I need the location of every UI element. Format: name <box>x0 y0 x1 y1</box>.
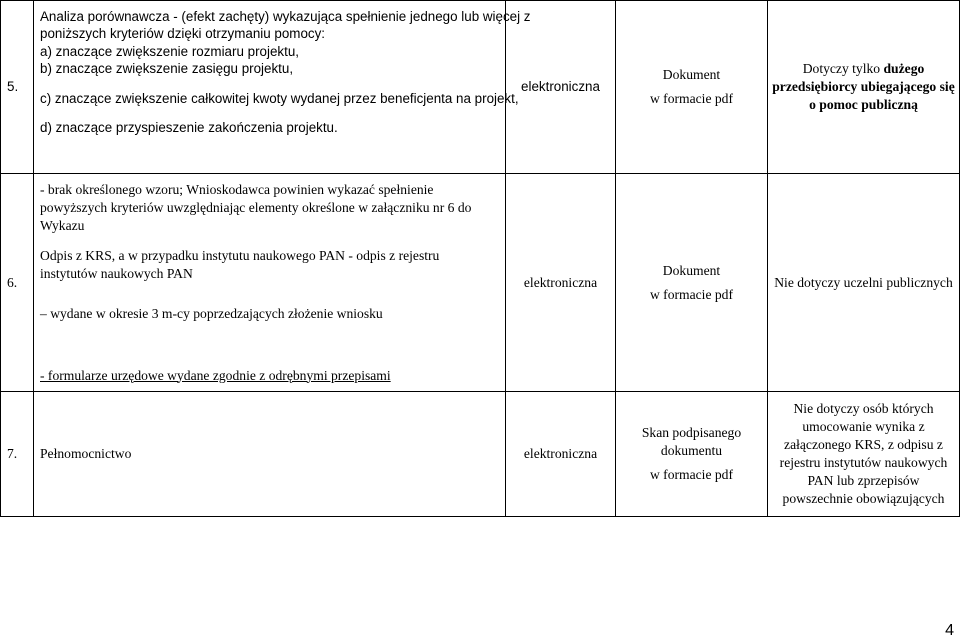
row-number: 5. <box>1 1 34 174</box>
description-line: powyższych kryteriów uwzględniając elementy określone w załączniku nr 6 do <box>40 199 472 215</box>
description-line: c) znaczące zwiększenie całkowitej kwoty wydanej przez beneficjenta na projekt, <box>40 90 519 106</box>
row-document-type: Dokument w formacie pdf <box>616 1 768 174</box>
row-applies-to: Dotyczy tylko dużego przedsiębiorcy ubiegającego się o pomoc publiczną <box>768 1 960 174</box>
row-applies-to: Nie dotyczy uczelni publicznych <box>768 174 960 392</box>
description-line: poniższych kryteriów dzięki otrzymaniu pomocy: <box>40 26 326 41</box>
page-number: 4 <box>945 622 954 639</box>
row-description <box>34 1 531 174</box>
row-applies-to: Nie dotyczy osób których umocowanie wynika z załączonego KRS, z odpisu z rejestru instytutów naukowych PAN lub zprzepisów powszechnie obowiązujących <box>768 392 960 517</box>
row-description <box>34 174 506 392</box>
description-line: Odpis z KRS, a w przypadku instytutu naukowego PAN - odpis z rejestru <box>40 247 440 263</box>
row-form: elektroniczna <box>506 174 616 392</box>
description-line: a) znaczące zwiększenie rozmiaru projektu, <box>40 43 299 59</box>
description-line: d) znaczące przyspieszenie zakończenia projektu. <box>40 120 338 135</box>
row-description: Pełnomocnictwo <box>34 392 506 517</box>
table-row <box>1 392 960 517</box>
description-line: b) znaczące zwiększenie zasięgu projektu, <box>40 61 294 76</box>
row-form: elektroniczna <box>506 392 616 517</box>
description-line: instytutów naukowych PAN <box>40 265 193 281</box>
table-row <box>1 174 960 392</box>
row-document-type: Dokument w formacie pdf <box>616 174 768 392</box>
description-line: Wykazu <box>40 217 85 233</box>
description-line: Analiza porównawcza - (efekt zachęty) wykazująca spełnienie jednego lub więcej z <box>40 8 531 24</box>
table-row <box>1 1 960 174</box>
emphasis-word: dużego <box>883 61 925 76</box>
row-form: elektroniczna <box>506 1 616 174</box>
row-number: 6. <box>1 174 34 392</box>
description-line: - formularze urzędowe wydane zgodnie z odrębnymi przepisami <box>40 367 391 383</box>
description-line: - brak określonego wzoru; Wnioskodawca powinien wykazać spełnienie <box>40 181 434 197</box>
row-number: 7. <box>1 392 34 517</box>
row-document-type: Skan podpisanego dokumentu w formacie pdf <box>616 392 768 517</box>
description-line: – wydane w okresie 3 m-cy poprzedzających złożenie wniosku <box>40 305 383 321</box>
